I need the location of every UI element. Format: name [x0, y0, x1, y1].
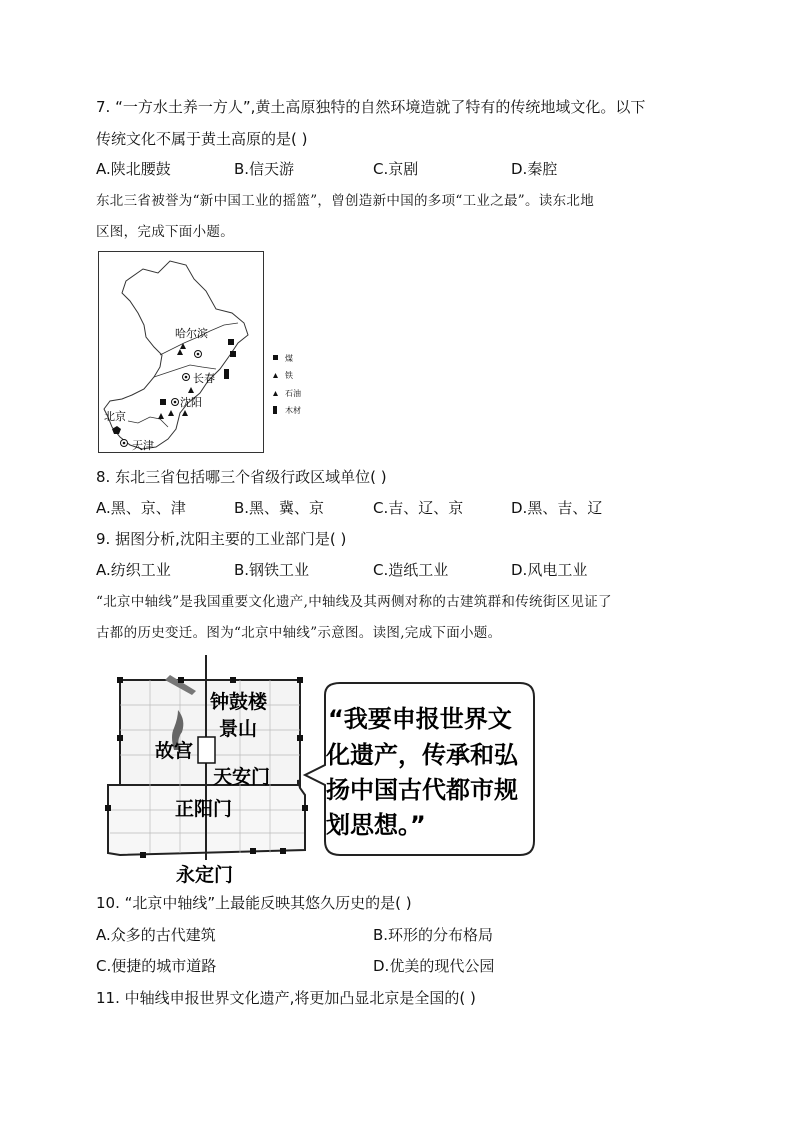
- q10-option-c: C.便捷的城市道路: [96, 957, 217, 975]
- label-bell-drum-tower: 钟鼓楼: [210, 691, 268, 713]
- q9-option-b: B.钢铁工业: [234, 561, 310, 579]
- q7-option-b: B.信天游: [234, 160, 295, 178]
- city-beijing: 北京: [104, 410, 126, 423]
- legend-coal: 煤: [285, 354, 293, 363]
- intro-northeast-line2: 区图，完成下面小题。: [96, 224, 234, 240]
- timber-symbol: [224, 369, 229, 379]
- legend-timber: 木材: [285, 406, 301, 415]
- label-jingshan: 景山: [219, 718, 258, 740]
- q7-option-a: A.陕北腰鼓: [96, 160, 171, 178]
- intro-axis-line2: 古都的历史变迁。图为“北京中轴线”示意图。读图,完成下面小题。: [96, 625, 502, 641]
- q11-stem: 11. 中轴线申报世界文化遗产,将更加凸显北京是全国的( ): [96, 989, 476, 1007]
- bubble-line-4: 划思想。”: [326, 811, 426, 839]
- q9-option-d: D.风电工业: [511, 561, 588, 579]
- q7-stem-line1: 7. “一方水土养一方人”,黄土高原独特的自然环境造就了特有的传统地域文化。以下: [96, 98, 646, 116]
- q7-stem-line2: 传统文化不属于黄土高原的是( ): [96, 130, 308, 148]
- city-shenyang: 沈阳: [180, 396, 202, 409]
- bubble-line-1: “我要申报世界文: [328, 705, 512, 733]
- label-yongdingmen: 永定门: [176, 864, 234, 886]
- northeast-legend: [270, 350, 330, 420]
- q7-option-c: C.京剧: [373, 160, 419, 178]
- bubble-line-2: 化遗产，传承和弘: [326, 741, 518, 769]
- q10-option-d: D.优美的现代公园: [373, 957, 495, 975]
- city-tianjin: 天津: [132, 439, 154, 452]
- q8-option-c: C.吉、辽、京: [373, 499, 464, 517]
- q9-option-c: C.造纸工业: [373, 561, 449, 579]
- coal-symbol: [160, 399, 166, 405]
- q8-stem: 8. 东北三省包括哪三个省级行政区域单位( ): [96, 468, 387, 486]
- central-axis-map: [100, 655, 540, 887]
- q10-option-b: B.环形的分布格局: [373, 926, 494, 944]
- northeast-map: [98, 251, 268, 456]
- q7-option-d: D.秦腔: [511, 160, 558, 178]
- legend-oil: 石油: [285, 389, 301, 398]
- bubble-line-3: 扬中国古代都市规: [326, 776, 518, 804]
- intro-axis-line1: “北京中轴线”是我国重要文化遗产,中轴线及其两侧对称的古建筑群和传统街区见证了: [96, 594, 612, 610]
- intro-northeast-line1: 东北三省被誉为“新中国工业的摇篮”，曾创造新中国的多项“工业之最”。读东北地: [96, 193, 595, 209]
- label-tiananmen: 天安门: [213, 766, 271, 788]
- q9-option-a: A.纺织工业: [96, 561, 171, 579]
- q9-stem: 9. 据图分析,沈阳主要的工业部门是( ): [96, 530, 347, 548]
- q10-stem: 10. “北京中轴线”上最能反映其悠久历史的是( ): [96, 894, 412, 912]
- q10-option-a: A.众多的古代建筑: [96, 926, 216, 944]
- q8-option-b: B.黑、冀、京: [234, 499, 325, 517]
- city-harbin: 哈尔滨: [175, 327, 208, 340]
- label-forbidden-city: 故宫: [155, 740, 194, 762]
- coal-symbol: [228, 339, 234, 345]
- q8-option-a: A.黑、京、津: [96, 499, 186, 517]
- city-changchun: 长春: [193, 372, 215, 385]
- q8-option-d: D.黑、吉、辽: [511, 499, 603, 517]
- legend-iron: 铁: [285, 371, 293, 380]
- label-zhengyangmen: 正阳门: [175, 798, 233, 820]
- coal-symbol: [230, 351, 236, 357]
